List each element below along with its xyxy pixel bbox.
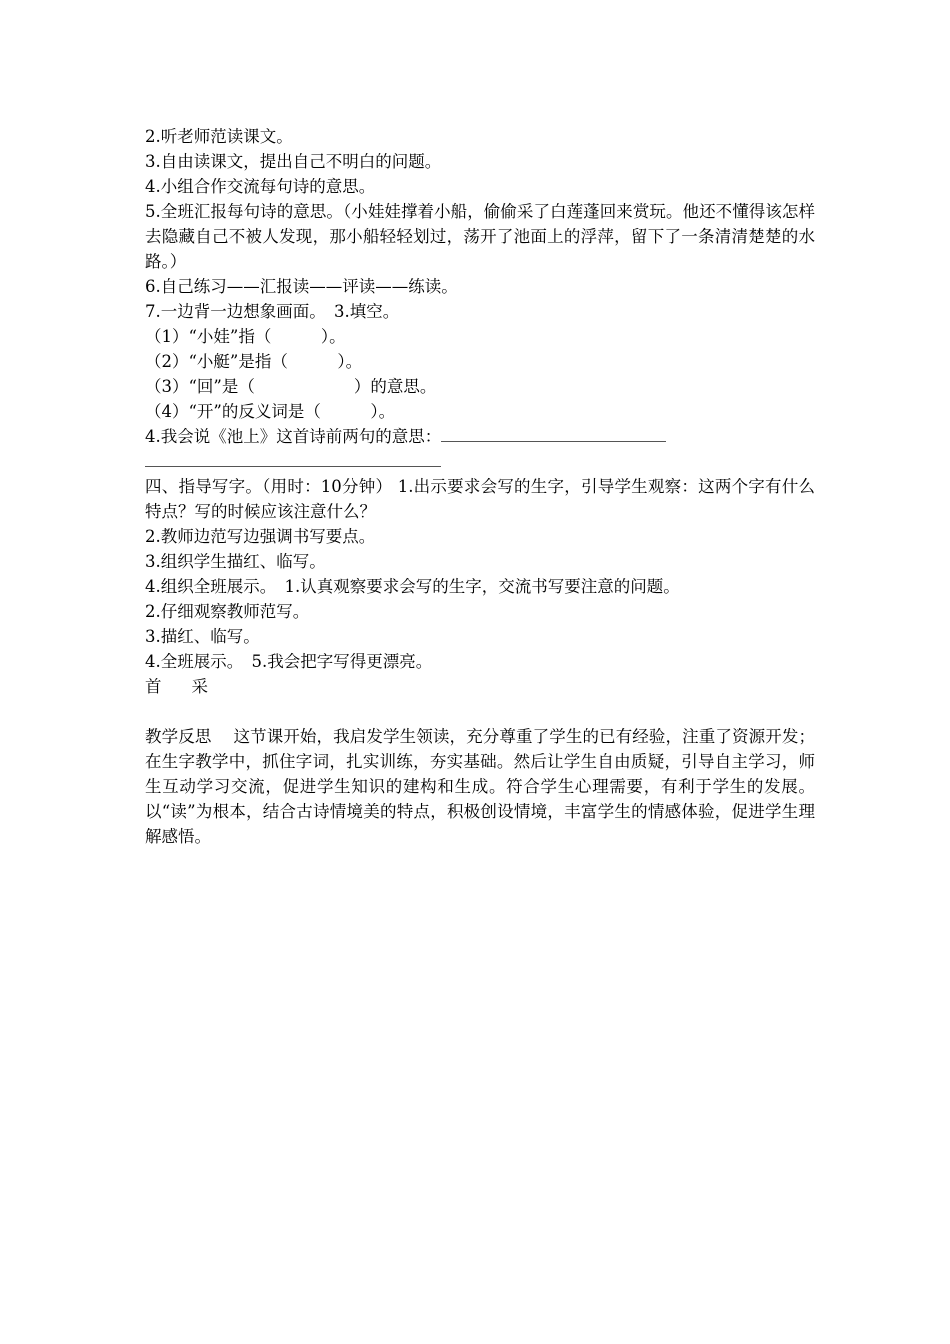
text-line: 4.组织全班展示。 1.认真观察要求会写的生字，交流书写要注意的问题。 <box>145 577 680 596</box>
fill-blank-item: （2）“小艇”是指（ ）。 <box>145 352 363 371</box>
character: 采 <box>191 677 208 696</box>
answer-line-row <box>145 424 815 449</box>
document-body <box>145 124 815 849</box>
text-line: 3.自由读课文，提出自己不明白的问题。 <box>145 152 442 171</box>
fill-blank-item: （1）“小娃”指（ ）。 <box>145 327 346 346</box>
character: 首 <box>145 677 162 696</box>
text-line: 6.自己练习——汇报读——评读——练读。 <box>145 277 458 296</box>
fill-blank-item: （3）“回”是（ ）的意思。 <box>145 377 437 396</box>
character-list <box>145 674 815 699</box>
fill-blank-item: （4）“开”的反义词是（ ）。 <box>145 402 396 421</box>
section-heading-writing: 四、指导写字。（用时：10分钟） 1.出示要求会写的生字，引导学生观察：这两个字有什么特点？写的时候应该注意什么？ <box>145 477 815 521</box>
text-line: 3.描红、临写。 <box>145 627 260 646</box>
text-line: 4.小组合作交流每句诗的意思。 <box>145 177 376 196</box>
answer-blank-continued[interactable] <box>145 466 441 467</box>
spacer <box>145 699 815 724</box>
text-line: 7.一边背一边想象画面。 3.填空。 <box>145 302 400 321</box>
text-line: 2.听老师范读课文。 <box>145 127 293 146</box>
teaching-reflection: 教学反思 这节课开始，我启发学生领读，充分尊重了学生的已有经验，注重了资源开发；在生字教学中，抓住字词，扎实训练，夯实基础。然后让学生自由质疑，引导自主学习，师生互动学习交流，促进学生知识的建构和生成。符合学生心理需要，有利于学生的发展。以“读”为根本，结合古诗情境美的特点，积极创设情境，丰富学生的情感体验，促进学生理解感悟。 <box>145 727 815 846</box>
answer-line-row-2 <box>145 449 815 474</box>
text-line: 2.教师边范写边强调书写要点。 <box>145 527 376 546</box>
text-line: 2.仔细观察教师范写。 <box>145 602 310 621</box>
text-paragraph: 5.全班汇报每句诗的意思。（小娃娃撑着小船，偷偷采了白莲蓬回来赏玩。他还不懂得该怎样去隐藏自己不被人发现，那小船轻轻划过，荡开了池面上的浮萍，留下了一条清清楚楚的水路。） <box>145 202 815 271</box>
text-line: 4.全班展示。 5.我会把字写得更漂亮。 <box>145 652 433 671</box>
question-text: 4.我会说《池上》这首诗前两句的意思： <box>145 427 442 446</box>
answer-blank[interactable] <box>441 424 666 442</box>
text-line: 3.组织学生描红、临写。 <box>145 552 326 571</box>
